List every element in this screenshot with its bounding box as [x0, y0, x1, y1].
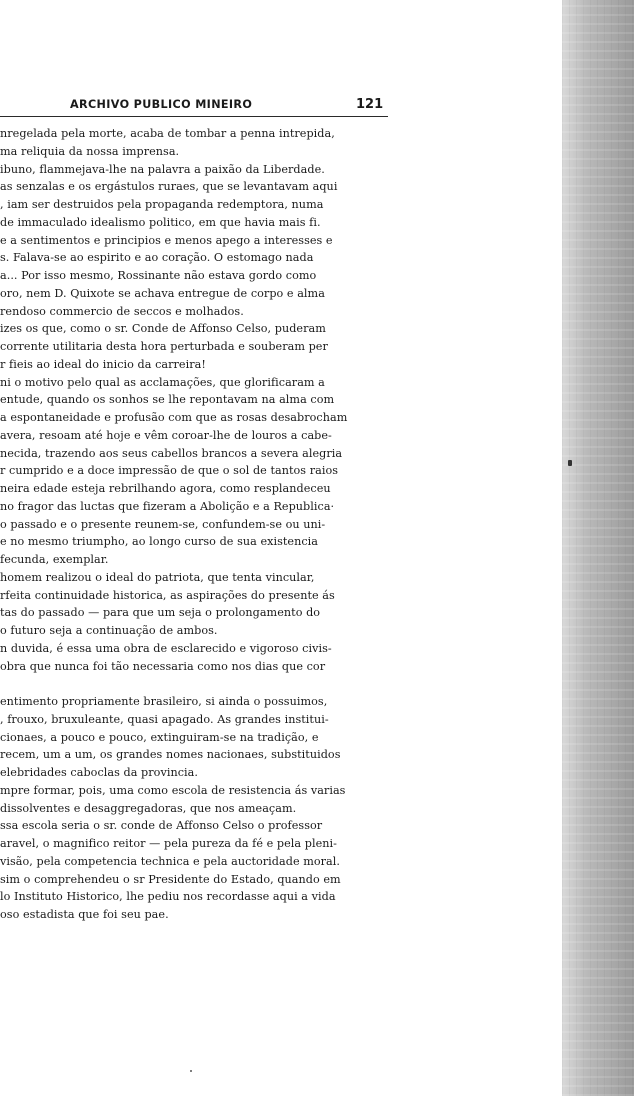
text-line: dissolventes e desaggregadoras, que nos ameaçam. [0, 801, 297, 815]
text-line: oso estadista que foi seu pae. [0, 908, 169, 921]
blank-line [0, 675, 388, 693]
body-text [0, 125, 388, 924]
text-line: e no mesmo triumpho, ao longo curso de sua existencia [0, 535, 319, 549]
text-line: ibuno, flammejava-lhe na palavra a paixão da Liberdade. [0, 162, 325, 176]
text-line: , iam ser destruidos pela propaganda redemptora, numa [0, 198, 324, 211]
text-line: nregelada pela morte, acaba de tombar a penna intrepida, [0, 127, 335, 140]
text-line: avera, resoam até hoje e vêm coroar-lhe de louros a cabe- [0, 428, 332, 442]
text-line: , frouxo, bruxuleante, quasi apagado. As grandes institui- [0, 712, 329, 726]
text-line: tas do passado — para que um seja o prolongamento do [0, 606, 321, 620]
text-line: fecunda, exemplar. [0, 553, 109, 566]
scan-edge [562, 0, 634, 1096]
text-line: as senzalas e os ergástulos ruraes, que se levantavam aqui [0, 180, 338, 194]
running-header [0, 98, 382, 116]
text-line: homem realizou o ideal do patriota, que tenta vincular, [0, 570, 315, 584]
text-line: e a sentimentos e principios e menos apego a interesses e [0, 233, 333, 247]
text-line: necida, trazendo aos seus cabellos brancos a severa alegria [0, 446, 343, 460]
text-line: visão, pela competencia technica e pela auctoridade moral. [0, 854, 341, 868]
text-line: cionaes, a pouco e pouco, extinguiram-se na tradição, e [0, 730, 319, 744]
text-line: mpre formar, pois, uma como escola de resistencia ás varias [0, 783, 346, 797]
text-line: a... Por isso mesmo, Rossinante não estava gordo como [0, 269, 317, 282]
text-line: r fieis ao ideal do inicio da carreira! [0, 357, 206, 371]
text-line: s. Falava-se ao espirito e ao coração. O estomago nada [0, 251, 314, 265]
text-line: neira edade esteja rebrilhando agora, como resplandeceu [0, 482, 331, 495]
text-line: sim o comprehendeu o sr Presidente do Estado, quando em [0, 872, 341, 886]
speck [190, 1070, 192, 1072]
text-line: rfeita continuidade historica, as aspirações do presente ás [0, 588, 335, 602]
text-line: aravel, o magnifico reitor — pela pureza da fé e pela pleni- [0, 837, 337, 850]
text-line: oro, nem D. Quixote se achava entregue de corpo e alma [0, 286, 325, 300]
text-line: entimento propriamente brasileiro, si ainda o possuimos, [0, 695, 328, 708]
text-line: n duvida, é essa uma obra de esclarecido e vigoroso civis- [0, 641, 332, 655]
text-line: o futuro seja a continuação de ambos. [0, 624, 218, 637]
edge-mark [568, 460, 572, 466]
text-line: recem, um a um, os grandes nomes nacionaes, substituidos [0, 748, 341, 762]
text-line: ni o motivo pelo qual as acclamações, que glorificaram a [0, 375, 325, 389]
text-line: rendoso commercio de seccos e molhados. [0, 304, 244, 318]
text-line: entude, quando os sonhos se lhe repontavam na alma com [0, 393, 335, 407]
text-line: elebridades caboclas da provincia. [0, 766, 198, 779]
text-line: no fragor das luctas que fizeram a Abolição e a Republica· [0, 499, 335, 513]
text-line: a espontaneidade e profusão com que as rosas desabrocham [0, 411, 348, 424]
text-line: de immaculado idealismo politico, em que havia mais fi. [0, 215, 321, 229]
header-title: ARCHIVO PUBLICO MINEIRO [70, 98, 253, 111]
text-line: ssa escola seria o sr. conde de Affonso Celso o professor [0, 819, 323, 833]
text-line: corrente utilitaria desta hora perturbada e souberam per [0, 340, 328, 353]
text-line: lo Instituto Historico, lhe pediu nos recordasse aqui a vida [0, 890, 336, 904]
header-rule [0, 116, 388, 117]
page-number: 121 [356, 97, 384, 112]
text-line: izes os que, como o sr. Conde de Affonso Celso, puderam [0, 322, 326, 336]
text-line: obra que nunca foi tão necessaria como nos dias que cor [0, 659, 326, 673]
text-line: r cumprido e a doce impressão de que o sol de tantos raios [0, 464, 339, 478]
text-line: ma reliquia da nossa imprensa. [0, 144, 180, 158]
text-line: o passado e o presente reunem-se, confundem-se ou uni- [0, 517, 326, 531]
